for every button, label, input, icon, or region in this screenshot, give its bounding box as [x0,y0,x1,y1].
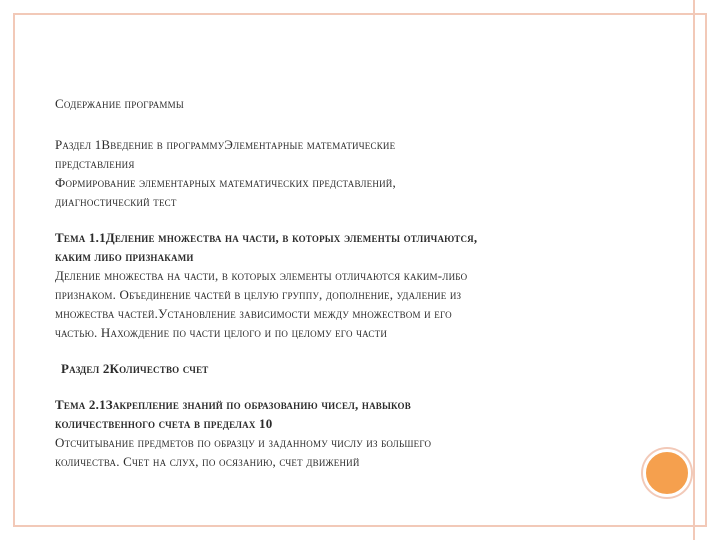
topic1-title-line-1: Тема 1.1Деление множества на части, в которых элементы отличаются, [55,230,478,245]
section1-title-line-2: представления [55,156,135,171]
section1-body-line-2: диагностический тест [55,194,177,209]
topic1-title-line-2: каким либо признаками [55,249,194,264]
topic1-body-line-1: Деление множества на части, в которых элементы отличаются каким-либо [55,268,468,283]
topic2-body-line-2: количества. Счет на слух, по осязанию, счет движений [55,454,360,469]
topic1-body-line-4: частью. Нахождение по части целого и по целому его части [55,325,388,340]
topic2-body-line-1: Отсчитывание предметов по образцу и заданному числу из большего [55,435,432,450]
topic1-body-line-2: признаком. Объединение частей в целую группу, дополнение, удаление из [55,287,462,302]
topic1-body-line-3: множества частей.Установление зависимости между множеством и его [55,306,452,321]
section1-title-line-1: Раздел 1Введение в программуЭлементарные математические [55,137,396,152]
section1-body-line-1: Формирование элементарных математических представлений, [55,175,396,190]
frame-vertical-line [693,0,695,540]
slide-content [55,94,675,471]
section2-title: Раздел 2Количество счет [61,361,209,376]
topic2-title-line-2: количественного счета в пределах 10 [55,416,273,431]
topic2-title-line-1: Тема 2.1Закрепление знаний по образованию чисел, навыков [55,397,411,412]
heading: Содержание программы [55,96,184,111]
